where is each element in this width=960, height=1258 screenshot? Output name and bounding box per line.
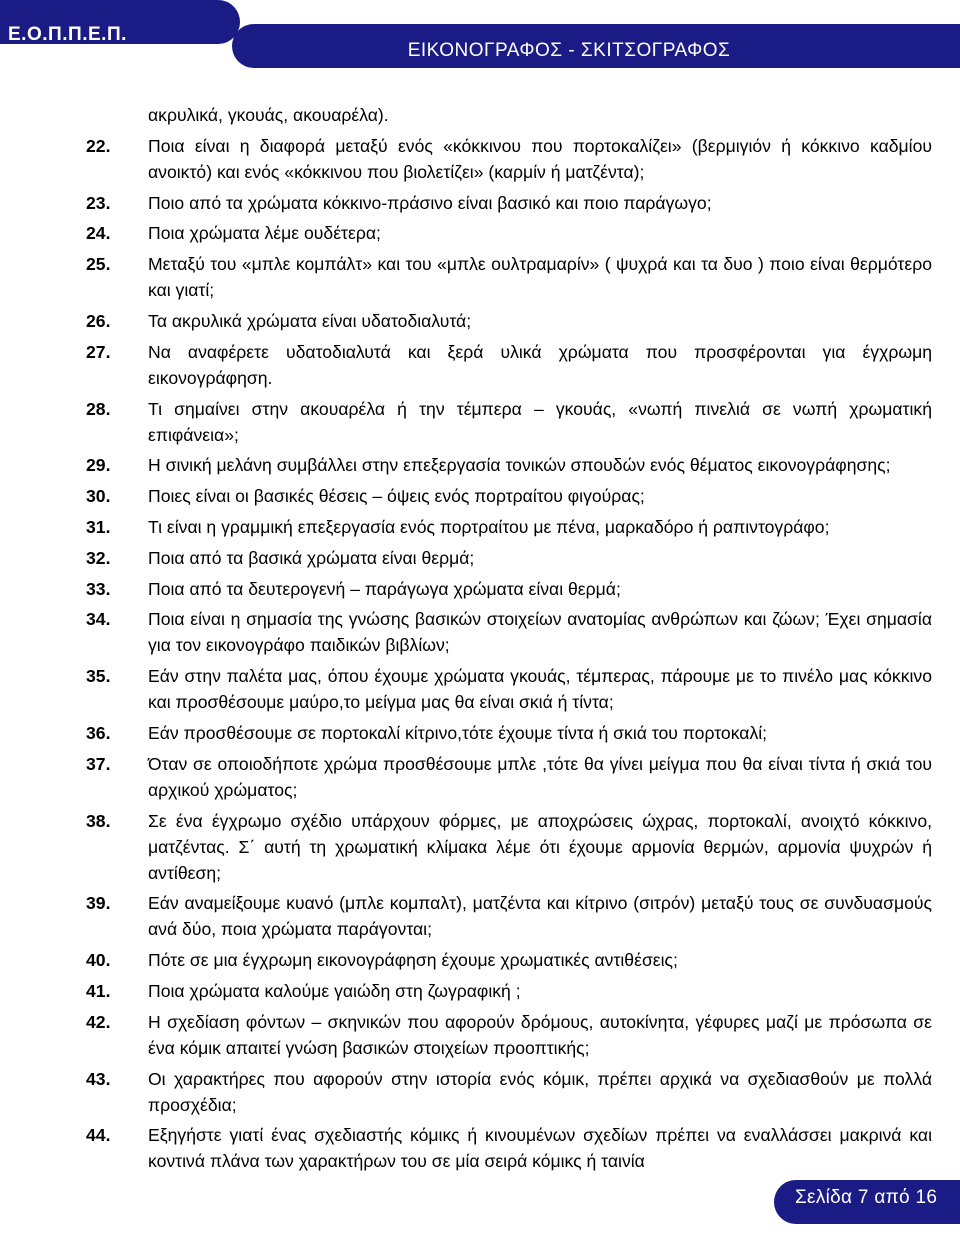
question-text: Η σχεδίαση φόντων – σκηνικών που αφορούν δρόμους, αυτοκίνητα, γέφυρες μαζί με πρόσωπα σε ένα κόμικ απαιτεί γνώση βασικών στοιχείων προοπτικής;	[148, 1011, 932, 1058]
question-number: 34.	[86, 609, 111, 630]
question-text: Ποια από τα δευτερογενή – παράγωγα χρώματα είναι θερμά;	[148, 578, 621, 599]
question-item	[86, 606, 932, 658]
question-item	[86, 251, 932, 303]
question-number: 22.	[86, 135, 111, 156]
question-text: Ποια χρώματα λέμε ουδέτερα;	[148, 223, 381, 244]
page-number: Σελίδα 7 από 16	[795, 1187, 938, 1208]
question-item	[86, 396, 932, 448]
question-item	[86, 720, 932, 746]
question-text: Ποια είναι η διαφορά μεταξύ ενός «κόκκινου που πορτοκαλίζει» (βερμιγιόν ή κόκκινο καδμίου ανοικτό) και ενός «κόκκινου που βιολετίζει» (καρμίν ή ματζέντα);	[148, 135, 932, 182]
question-item	[86, 190, 932, 216]
question-number: 24.	[86, 223, 111, 244]
question-text: Σε ένα έγχρωμο σχέδιο υπάρχουν φόρμες, με αποχρώσεις ώχρας, πορτοκαλί, ανοιχτό κόκκινο, ματζέντας. Σ΄ αυτή τη χρωματική κλίμακα λέμε ότι έχουμε αρμονία θερμών, αρμονία ψυχρών ή αντίθεση;	[148, 810, 932, 883]
question-item	[86, 1066, 932, 1118]
question-text: Όταν σε οποιοδήποτε χρώμα προσθέσουμε μπλε ,τότε θα γίνει μείγμα που θα είναι τίντα ή σκιά του αρχικού χρώματος;	[148, 753, 932, 800]
question-number: 36.	[86, 722, 111, 743]
question-item	[86, 483, 932, 509]
question-text: Ποια από τα βασικά χρώματα είναι θερμά;	[148, 547, 475, 568]
document-title: ΕΙΚΟΝΟΓΡΑΦΟΣ - ΣΚΙΤΣΟΓΡΑΦΟΣ	[407, 40, 731, 61]
question-item	[86, 751, 932, 803]
question-item	[86, 133, 932, 185]
question-number: 28.	[86, 398, 111, 419]
question-number: 35.	[86, 666, 111, 687]
question-number: 25.	[86, 254, 111, 275]
question-text: Πότε σε μια έγχρωμη εικονογράφηση έχουμε χρωματικές αντιθέσεις;	[148, 950, 678, 971]
question-number: 39.	[86, 893, 111, 914]
question-text: Τα ακρυλικά χρώματα είναι υδατοδιαλυτά;	[148, 310, 472, 331]
question-text: Τι είναι η γραμμική επεξεργασία ενός πορτραίτου με πένα, μαρκαδόρο ή ραπιντογράφο;	[148, 516, 830, 537]
question-text: Ποια χρώματα καλούμε γαιώδη στη ζωγραφική ;	[148, 980, 521, 1001]
question-text: Η σινική μελάνη συμβάλλει στην επεξεργασία τονικών σπουδών ενός θέματος εικονογράφησης;	[148, 455, 891, 476]
question-number: 27.	[86, 341, 111, 362]
continuation-text: ακρυλικά, γκουάς, ακουαρέλα).	[148, 105, 389, 125]
question-text: Οι χαρακτήρες που αφορούν στην ιστορία ενός κόμικ, πρέπει αρχικά να σχεδιασθούν με πολλά προσχέδια;	[148, 1068, 932, 1115]
question-item	[86, 308, 932, 334]
question-item	[86, 545, 932, 571]
question-number: 32.	[86, 547, 111, 568]
question-number: 37.	[86, 753, 111, 774]
question-text: Εάν προσθέσουμε σε πορτοκαλί κίτρινο,τότε έχουμε τίντα ή σκιά του πορτοκαλί;	[148, 722, 768, 743]
question-item	[86, 1009, 932, 1061]
question-number: 29.	[86, 455, 111, 476]
question-number: 26.	[86, 310, 111, 331]
question-number: 31.	[86, 516, 111, 537]
page-header	[0, 0, 960, 68]
question-item	[86, 514, 932, 540]
question-number: 38.	[86, 810, 111, 831]
question-text: Εάν αναμείξουμε κυανό (μπλε κομπαλτ), ματζέντα και κίτρινο (σιτρόν) μεταξύ τους σε συνδυασμούς ανά δύο, ποια χρώματα παράγονται;	[148, 893, 932, 940]
question-text: Να αναφέρετε υδατοδιαλυτά και ξερά υλικά χρώματα που προσφέρονται για έγχρωμη εικονογράφηση.	[148, 341, 932, 388]
question-number: 33.	[86, 578, 111, 599]
question-text: Εάν στην παλέτα μας, όπου έχουμε χρώματα γκουάς, τέμπερας, πάρουμε με το πινέλο μας κόκκινο και προσθέσουμε μαύρο,το μείγμα μας θα είναι σκιά ή τίντα;	[148, 666, 932, 713]
question-item	[86, 220, 932, 246]
question-item	[86, 576, 932, 602]
question-item	[86, 978, 932, 1004]
question-number: 23.	[86, 192, 111, 213]
question-number: 42.	[86, 1011, 111, 1032]
question-text: Ποια είναι η σημασία της γνώσης βασικών στοιχείων ανατομίας ανθρώπων και ζώων; Έχει σημασία για τον εικονογράφο παιδικών βιβλίων;	[148, 609, 932, 656]
questions-list	[86, 102, 932, 1179]
question-item	[86, 947, 932, 973]
question-number: 43.	[86, 1068, 111, 1089]
question-text: Εξηγήστε γιατί ένας σχεδιαστής κόμικς ή κινουμένων σχεδίων πρέπει να εναλλάσσει μακρινά και κοντινά πλάνα των χαρακτήρων του σε μία σειρά κόμικς ή ταινία	[148, 1125, 932, 1172]
question-text: Μεταξύ του «μπλε κομπάλτ» και του «μπλε ουλτραμαρίν» ( ψυχρά και τα δυο ) ποιο είναι θερμότερο και γιατί;	[148, 254, 932, 301]
question-item	[86, 1122, 932, 1174]
question-text: Τι σημαίνει στην ακουαρέλα ή την τέμπερα – γκουάς, «νωπή πινελιά σε νωπή χρωματική επιφάνεια»;	[148, 398, 932, 445]
question-item	[86, 808, 932, 886]
question-text: Ποιο από τα χρώματα κόκκινο-πράσινο είναι βασικό και ποιο παράγωγο;	[148, 192, 712, 213]
question-number: 44.	[86, 1125, 111, 1146]
organization-name: Ε.Ο.Π.Π.Ε.Π.	[8, 24, 127, 45]
question-number: 41.	[86, 980, 111, 1001]
question-item	[86, 339, 932, 391]
question-item	[86, 663, 932, 715]
question-item	[86, 452, 932, 478]
question-text: Ποιες είναι οι βασικές θέσεις – όψεις ενός πορτραίτου φιγούρας;	[148, 486, 645, 507]
continuation-line	[86, 102, 932, 128]
question-number: 30.	[86, 486, 111, 507]
question-number: 40.	[86, 950, 111, 971]
question-item	[86, 890, 932, 942]
